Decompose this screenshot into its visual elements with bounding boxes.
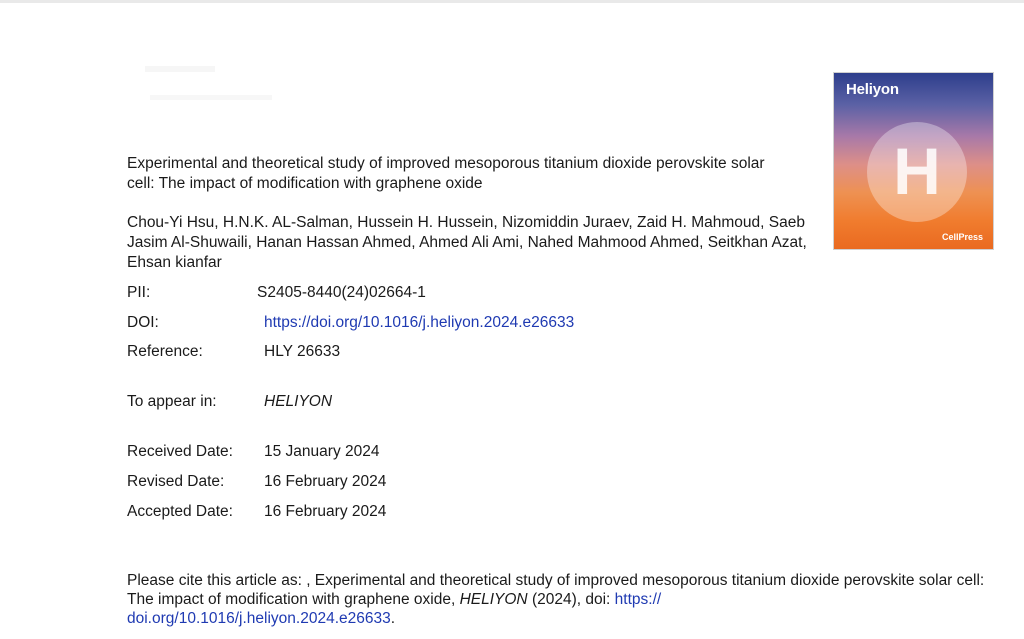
cover-letter: H: [893, 134, 941, 208]
accepted-value: 16 February 2024: [264, 503, 387, 520]
received-label: Received Date:: [127, 443, 233, 460]
citation-middle: (2024), doi:: [527, 591, 615, 608]
reference-value: HLY 26633: [264, 343, 341, 360]
doi-link[interactable]: https://doi.org/10.1016/j.heliyon.2024.e26633: [264, 314, 575, 331]
revised-value: 16 February 2024: [264, 473, 387, 490]
article-authors: Chou-Yi Hsu, H.N.K. AL-Salman, Hussein H. Hussein, Nizomiddin Juraev, Zaid H. Mahmoud, Saeb Jasim Al-Shuwaili, Hanan Hassan Ahmed, Ahmed Ali Ami, Nahed Mahmood Ahmed, Seitkhan Azat, Ehsan kianfar: [127, 214, 807, 271]
cover-publisher: CellPress: [941, 232, 983, 242]
article-title: Experimental and theoretical study of improved mesoporous titanium dioxide perovskite solar cell: The impact of modification with graphene oxide: [127, 155, 765, 192]
faint-header-mark: [145, 66, 215, 72]
appear-value: HELIYON: [264, 393, 333, 410]
pii-label: PII:: [127, 284, 151, 301]
reference-label: Reference:: [127, 343, 203, 360]
received-value: 15 January 2024: [264, 443, 380, 460]
cover-circle: [867, 122, 967, 222]
citation-prefix: Please cite this article as: , Experimental and theoretical study of improved mesoporous titanium dioxide perovskite solar cell: The impact of modification with graphene oxide,: [127, 572, 985, 608]
citation-suffix: .: [390, 610, 396, 627]
appear-label: To appear in:: [127, 393, 217, 410]
top-border: [0, 0, 1024, 3]
doi-label: DOI:: [127, 314, 159, 331]
accepted-label: Accepted Date:: [127, 503, 233, 520]
cover-title: Heliyon: [846, 81, 899, 98]
citation-paragraph: [127, 571, 1007, 628]
citation-journal: HELIYON: [459, 591, 528, 608]
pii-value: S2405-8440(24)02664-1: [257, 284, 426, 301]
faint-header-mark: [150, 95, 272, 100]
citation-link-part2: doi.org/10.1016/j.heliyon.2024.e26633: [127, 610, 391, 627]
journal-cover-image: [833, 72, 994, 250]
citation-link-part1: https://: [614, 591, 662, 608]
revised-label: Revised Date:: [127, 473, 225, 490]
